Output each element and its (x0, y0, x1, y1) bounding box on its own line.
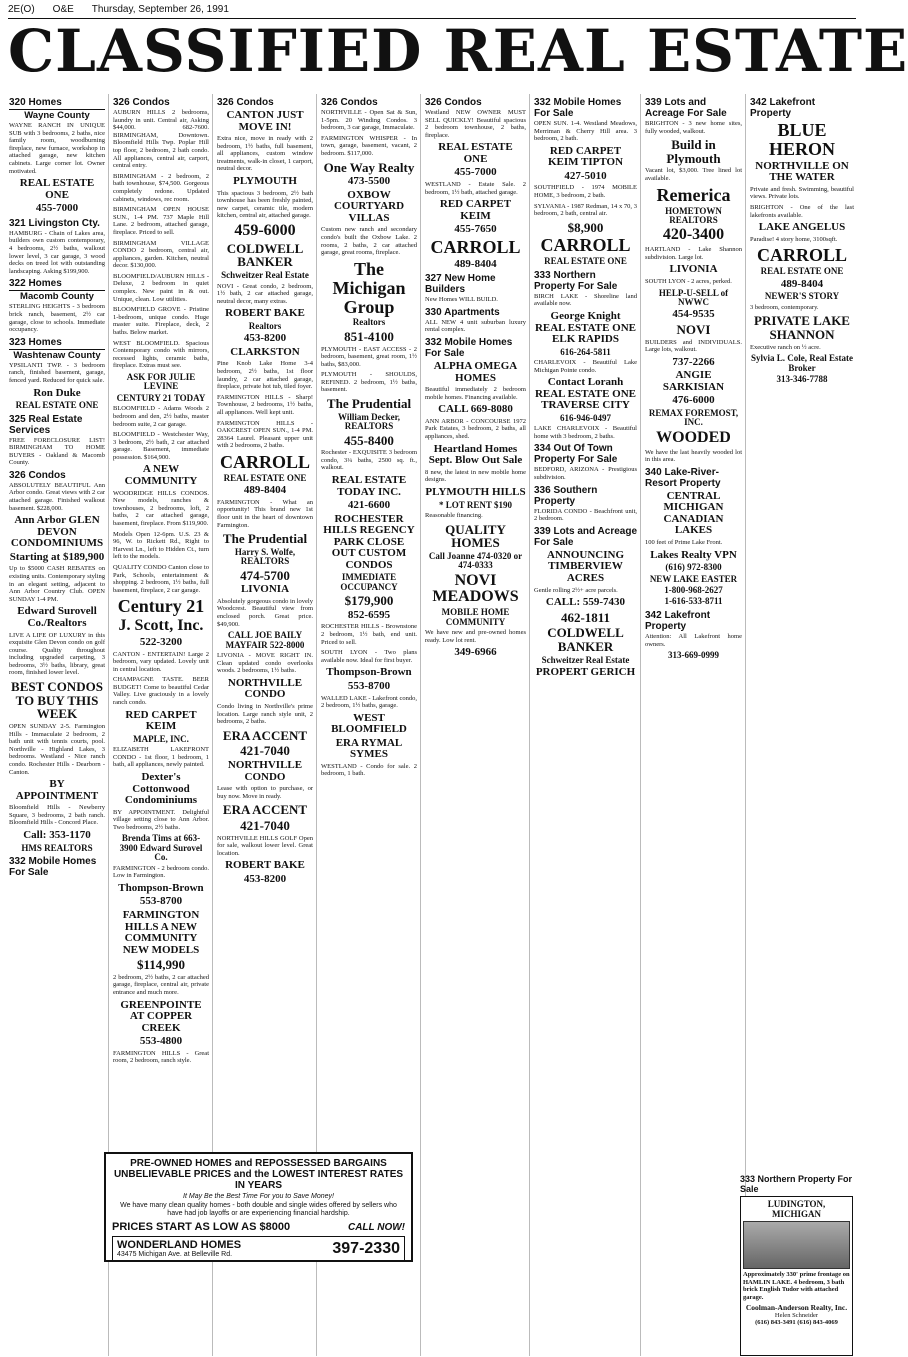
ad-display-line: REAL ESTATE ONE (760, 266, 844, 277)
ad-display-line: Realtors (248, 320, 282, 331)
ad-display-line: One Way Realty (323, 159, 415, 175)
ad-display-line: Build in Plymouth (666, 137, 721, 166)
ad-display-line: A NEW COMMUNITY (124, 463, 198, 488)
ad-display-line: 454-9535 (672, 308, 715, 321)
ad-display-line: NOVI MEADOWS (432, 571, 519, 606)
ad-display-line: 455-7000 (35, 202, 79, 215)
ad-display-line: CALL 669-8080 (438, 403, 513, 416)
ludington-text: Approximately 330' prime frontage on HAMLIN LAKE. 4 bedroom, 3 bath brick English Tudor with attached garage. (743, 1271, 850, 1301)
ad-display-line: ERA ACCENT (222, 802, 308, 818)
ad-display-line: LAKE ANGELUS (758, 221, 846, 234)
subsection-heading: Macomb County (9, 290, 105, 302)
ad-display-line: CARROLL (219, 451, 310, 472)
ad-display-line: Starting at $189,900 (9, 550, 105, 563)
ad-display-line: ROBERT BAKE (225, 307, 305, 320)
ad-display-line: RED CARPET KEIM TIPTON (547, 144, 624, 169)
ad-display-line: FARMINGTON HILLS A NEW COMMUNITY NEW MODELS (122, 909, 200, 956)
ad-display-line: QUALITY HOMES (445, 521, 506, 551)
ad-text: Reasonable financing. (425, 511, 483, 519)
ad-display-line: 553-8700 (347, 679, 391, 692)
ad-display-line: BY APPOINTMENT (15, 778, 99, 802)
ad-text: BIRMINGHAM - 2 bedroom, 2 bath townhouse, $74,500. Gorgeous completely redone. Updated cabinets, windows, rec room. (113, 172, 209, 203)
ad-text: WOODRIDGE HILLS CONDOS. New models, ranches & townhouses, 2 bedrooms, loft, 2 baths, 2 car attached garage, basement, fireplace. From $119,900. (113, 489, 209, 527)
ad-text: HAMBURG - Chain of Lakes area, builders own custom contemporary, 4 bedrooms, 2½ baths, walkout lower level, 3 car garage, 3 wood decks on treed lot with outstanding landscaping. Asking $199,900. (9, 229, 105, 275)
ad-display-line: CALL JOE BAILY MAYFAIR 522-8000 (225, 630, 305, 650)
ad-display-line: 476-6000 (672, 394, 715, 407)
section-heading: 330 Apartments (425, 306, 500, 318)
ad-display-line: GREENPOINTE AT COPPER CREEK (120, 998, 202, 1034)
ad-text: FREE FORECLOSURE LIST! BIRMINGHAM TO HOME BUYERS - Oakland & Macomb County. (9, 436, 105, 467)
ad-display-line: 616-264-5811 (560, 346, 611, 357)
section-heading: 334 Out Of Town Property For Sale (534, 443, 618, 466)
ad-display-line: 453-8200 (243, 872, 287, 885)
ad-text: Lease with option to purchase, or buy now. Move in ready. (217, 785, 313, 800)
column-5 (422, 94, 530, 1356)
ad-display-line: 421-7040 (240, 743, 290, 759)
ad-text: Custom new ranch and secondary condo's built the Oxbow Lake. 2 rooms, 2 baths, 2 car attached garage, great rooms, fireplace. (321, 226, 417, 257)
ad-text: ELIZABETH LAKEFRONT CONDO - 1st floor, 1 bedroom, 1 bath, all appliances, newly painted. (113, 746, 209, 769)
section-heading: 323 Homes (9, 336, 62, 348)
ad-text: Attention: All Lakefront home owners. (645, 632, 742, 648)
ad-text: Executive ranch on ½ acre. (750, 343, 821, 351)
ludington-phone: (616) 843-3491 (616) 843-4069 (755, 1319, 838, 1326)
ad-text: BEDFORD, ARIZONA - Prestigious subdivision. (534, 466, 637, 482)
ad-display-line: 489-8404 (454, 257, 497, 270)
ad-line3: We have many clean quality homes - both double and single wides offered by sellers who have had job layoffs or are experiencing financial hardship. (120, 1202, 397, 1217)
ad-display-line: William Decker, REALTORS (338, 411, 400, 432)
ad-display-line: 453-8200 (243, 332, 287, 345)
ad-text: Bloomfield Hills - Newberry Square, 3 bedrooms, 2 bath ranch. Bloomfield Hills - Concord Place. (9, 804, 105, 827)
ad-text: LAKE CHARLEVOIX - Beautiful home with 3 bedroom, 2 baths. (534, 425, 637, 440)
ad-display-line: RED CARPET KEIM (439, 198, 512, 222)
ad-text: Rochester - EXQUISITE 3 bedroom condo, 3¼ baths, 2500 sq. ft., walkout. (321, 449, 417, 472)
ad-text: LIVE A LIFE OF LUXURY in this exquisite Glen Devon condo on golf course. Quality throughout including upgraded carpeting, 3 bedrooms, 3½ baths, library, great room, finished lower level. (9, 631, 105, 677)
ad-display-line: 313-346-7788 (776, 374, 828, 385)
ad-display-line: PRIVATE LAKE SHANNON (754, 313, 850, 342)
ad-text: This spacious 3 bedroom, 2½ bath townhouse has been freshly painted, new carpet, ceramic tile, modern kitchen, central air, attached garage. (217, 189, 313, 220)
section-heading: 339 Lots and Acreage For Sale (645, 97, 727, 119)
ad-text: LIVONIA - MOVE RIGHT IN. Clean updated condo overlooks woods. 2 bedrooms, 1½ baths. (217, 652, 313, 675)
ad-text: BLOOMFIELD/AUBURN HILLS - Deluxe, 2 bedroom in quiet complex. New paint in & out. Unique, clean. Low utilities. (113, 272, 209, 303)
ad-display-line: Sylvia L. Cole, Real Estate Broker (751, 353, 853, 373)
ad-text: Vacant lot, $3,000. Tree lined lot available. (645, 167, 742, 183)
ad-display-line: CANTON JUST MOVE IN! (226, 109, 304, 133)
ad-text: FARMINGTON - 2 bedroom condo. Low in Farmington. (113, 864, 209, 880)
ad-display-line: The Michigan Group (332, 258, 406, 317)
house-photo (743, 1221, 850, 1269)
ad-display-line: $179,900 (344, 593, 394, 609)
section-heading: 342 Lakefront Property (645, 609, 711, 632)
ludington-contact: Helen Schneider (774, 1312, 819, 1319)
ad-display-line: (616) 972-8300 (665, 562, 722, 573)
paper-name: O&E (52, 4, 74, 15)
ad-display-line: IMMEDIATE OCCUPANCY (340, 572, 398, 592)
ad-display-line: COLDWELL BANKER (547, 625, 624, 654)
ludington-company: Coolman-Anderson Realty, Inc. (745, 1303, 848, 1312)
ad-display-line: 553-8700 (139, 895, 183, 908)
ad-text: BIRCH LAKE - Shoreline land available now. (534, 292, 637, 308)
section-heading: 340 Lake-River-Resort Property (645, 466, 721, 489)
ad-display-line: 489-8404 (243, 484, 287, 497)
ad-text: FARMINGTON HILLS - Sharp! Townhouse, 2 bedrooms, 1½ baths, all appliances. Well kept unit. (217, 393, 313, 416)
ad-text: WAYNE RANCH IN UNIQUE SUB with 3 bedrooms, 2 baths, nice family room, woodburning fireplace, new furnace, workshop in attached garage, new kitchen cabinets. Large corner lot. Owner motivated. (9, 122, 105, 175)
ad-display-line: Lakes Realty VPN (650, 548, 737, 561)
ad-text: We have new and pre-owned homes ready. Low lot rent. (425, 629, 526, 644)
section-heading: 332 Mobile Homes For Sale (425, 337, 513, 360)
ad-display-line: Edward Surovell Co./Realtors (17, 605, 97, 629)
ad-text: BLOOMFIELD - Westchester Way, 3 bedroom, 2½ bath, 2 car attached garage. Basement, immediate possession. $164,900. (113, 431, 209, 461)
ad-text: Extra nice, move in ready with 2 bedroom, 1½ baths, full basement, all appliances, custom window treatments, walk-in closet, 1 carport, neutral decor. (217, 135, 313, 173)
section-heading: 326 Condos (321, 97, 378, 108)
ad-display-line: ANNOUNCING TIMBERVIEW ACRES (547, 548, 624, 584)
column-1 (6, 94, 109, 1356)
ad-text: STERLING HEIGHTS - 3 bedroom brick ranch, basement, 2½ car garage, close to schools. Immediate occupancy. (9, 303, 105, 334)
section-333-heading: 333 Northern Property For Sale (740, 1174, 853, 1194)
ad-text: ABSOLUTELY BEAUTIFUL Ann Arbor condo. Great views with 2 car attached garage. Finished walkout basement. $228,000. (9, 481, 105, 512)
ad-text: Westland NEW OWNER MUST SELL QUICKLY! Beautiful spacious 2 bedroom townhouse, 2 baths, fireplace. (425, 109, 526, 139)
ad-display-line: 462-1811 (560, 609, 611, 625)
ad-text: OPEN SUN. 1-4. Westland Meadows, Merriman & Cherry Hill area. 3 bedroom, 2 bath. (534, 120, 637, 143)
ad-text: Private and fresh. Swimming, beautiful views. Private lots. (750, 185, 854, 201)
ad-phone: 397-2330 (332, 1239, 400, 1257)
subsection-heading: Wayne County (9, 109, 105, 121)
ad-text: FLORIDA CONDO - Beachfront unit, 2 bedroom. (534, 507, 637, 523)
ad-address: 43475 Michigan Ave. at Belleville Rd. (117, 1251, 233, 1258)
ad-display-line: Schweitzer Real Estate (541, 654, 630, 665)
issue-date: Thursday, September 26, 1991 (91, 4, 229, 15)
wonderland-homes-ad (104, 1152, 413, 1262)
ad-display-line: Call Joanne 474-0320 or 474-0333 (428, 550, 523, 571)
ad-display-line: OXBOW COURTYARD VILLAS (333, 188, 405, 224)
ad-display-line: BEST CONDOS TO BUY THIS WEEK (11, 679, 103, 722)
ad-display-line: 851-4100 (344, 328, 394, 344)
ad-display-line: Thompson-Brown (326, 666, 412, 679)
ad-display-line: LIVONIA (669, 263, 718, 276)
ad-display-line: Schweitzer Real Estate (221, 270, 309, 281)
ad-display-line: ROBERT BAKE (225, 859, 305, 872)
ad-text: WALLED LAKE - Lakefront condo, 2 bedroom, 1½ baths, garage. (321, 694, 417, 710)
ad-display-line: ROCHESTER HILLS REGENCY PARK CLOSE OUT CUSTOM CONDOS (323, 512, 415, 571)
ad-display-line: CENTRAL MICHIGAN CANADIAN LAKES (663, 489, 724, 537)
ad-call: CALL NOW! (347, 1221, 405, 1233)
section-heading: 342 Lakefront Property (750, 97, 816, 119)
ad-display-line: 459-6000 (234, 221, 296, 239)
section-heading: 326 Condos (217, 97, 274, 108)
ad-display-line: HELP-U-SELL of NWWC (658, 287, 729, 307)
ad-text: 2 bedroom, 2½ baths, 2 car attached garage, fireplace, central air, private entrance and much more. (113, 973, 209, 997)
ad-text: FARMINGTON - What an opportunity! This brand new 1st floor unit in the heart of downtown Farmington. (217, 498, 313, 529)
column-6 (531, 94, 641, 1356)
ad-display-line: NEWER'S STORY (764, 291, 840, 302)
ad-display-line: 427-5010 (564, 169, 607, 182)
ad-display-line: The Prudential (222, 531, 308, 547)
ad-display-line: CARROLL (540, 235, 631, 256)
ad-display-line: Realtors (352, 317, 386, 328)
ad-text: WESTLAND - Estate Sale. 2 bedroom, 1½ bath, attached garage. (425, 181, 526, 196)
ad-display-line: PLYMOUTH HILLS (425, 485, 526, 498)
ad-display-line: 421-6600 (347, 499, 391, 512)
ad-text: HARTLAND - Lake Shannon subdivision. Large lot. (645, 246, 742, 261)
ad-display-line: 474-5700 (240, 567, 290, 583)
ad-display-line: ANGIE SARKISIAN (662, 369, 725, 393)
ad-display-line: Thompson-Brown (118, 881, 204, 894)
ad-display-line: REAL ESTATE ONE (544, 256, 627, 267)
ad-display-line: NEW LAKE EASTER (649, 573, 738, 584)
ad-text: BIRMINGHAM OPEN HOUSE SUN., 1-4 PM. 737 Maple Hill Lane. 2 bedroom, attached garage, fireplace. Priced to sell. (113, 206, 209, 236)
ad-display-line: NORTHVILLE CONDO (227, 676, 303, 701)
ad-display-line: 1-800-968-2627 (664, 585, 723, 596)
ad-display-line: WEST BLOOMFIELD (331, 711, 407, 736)
section-heading: 326 Condos (9, 469, 66, 481)
ad-text: We have the last heavily wooded lot in this area. (645, 448, 742, 464)
ad-company: WONDERLAND HOMES (117, 1239, 242, 1251)
ad-display-line: COLDWELL BANKER (226, 240, 304, 270)
ad-text: CHAMPAGNE TASTE. BEER BUDGET! Come to beautiful Cedar Valley. Live graciously in a lovely ranch condo. (113, 676, 209, 707)
section-heading: 322 Homes (9, 278, 62, 290)
ad-text: PLYMOUTH - SHOULDS, REFINED. 2 bedroom, 1½ baths, basement. (321, 371, 417, 394)
ad-text: BUILDERS and INDIVIDUALS. Large lots, walkout. (645, 338, 742, 354)
ad-text: NORTHVILLE - Open Sat & Sun, 1-5pm. 20 Winding Condos. 3 bedroom, 3 car garage, Immaculate. (321, 109, 417, 132)
ad-text: CANTON - ENTERTAIN! Large 2 bedroom, vary updated. Lovely unit in central location. (113, 650, 209, 673)
ad-text: BLOOMFIELD - Adams Woods 2 bedroom and den, 2½ baths, master bedroom suite, 2 car garage. (113, 405, 209, 428)
ad-text: ROCHESTER HILLS - Brownstone 2 bedroom, 1½ bath, end unit. Priced to sell. (321, 623, 417, 646)
section-heading: 326 Condos (113, 97, 170, 108)
ad-text: OPEN SUNDAY 2-5. Farmington Hills - Immaculate 2 bedroom, 2 bath unit with tennis courts, pool. Northville - Highland Lakes, 3 bedrooms. Westland - Nice ranch condo. Rochester Hills - Dearborn - Canton. (9, 722, 105, 776)
ad-display-line: $8,900 (567, 219, 604, 235)
ad-text: FARMINGTON HILLS - Great room, 2 bedroom, ranch style. (113, 1049, 209, 1065)
ad-display-line: Brenda Tims at 663-3900 Edward Surovel Co. (119, 833, 203, 863)
ad-text: 3 bedroom, contemporary. (750, 303, 819, 311)
ad-display-line: NORTHVILLE ON THE WATER (755, 159, 849, 184)
ad-text: BIRMINGHAM VILLAGE CONDO 2 bedroom, central air, appliances, garden. Kitchen, neutral decor. $130,000. (113, 239, 209, 270)
ad-text: SYLVANIA - 1987 Redman, 14 x 70, 3 bedroom, 2 bath, central air. (534, 202, 637, 218)
ad-text: Pine Knob Lake Home 3-4 bedroom, 2½ baths, 1st floor laundry, 2 car attached garage, fireplace, private hot tub, tiled foyer. (217, 360, 313, 391)
section-heading: 333 Northern Property For Sale (534, 269, 618, 292)
ad-display-line: 349-6966 (454, 646, 497, 659)
section-heading: 327 New Home Builders (425, 273, 496, 296)
ad-display-line: George Knight REAL ESTATE ONE ELK RAPIDS (534, 309, 637, 346)
ad-text: 100 feet of Prime Lake Front. (645, 539, 723, 547)
ad-display-line: Ron Duke (33, 386, 81, 399)
ad-display-line: PLYMOUTH (233, 175, 297, 188)
ad-text: NOVI - Great condo, 2 bedroom, 1½ bath, 2 car attached garage, neutral decor, many extras. (217, 282, 313, 305)
ad-display-line: Century 21 (117, 596, 205, 617)
ad-display-line: CARROLL (756, 245, 847, 266)
ad-text: WESTLAND - Condo for sale. 2 bedroom, 1 bath. (321, 762, 417, 778)
ad-display-line: 455-7000 (454, 166, 497, 179)
ad-display-line: REAL ESTATE ONE (19, 177, 95, 201)
ad-display-line: HOMETOWN REALTORS (665, 205, 722, 225)
ad-text: NORTHVILLE HILLS GOLF Open for sale, walkout lower level. Great location. (217, 834, 313, 857)
ad-display-line: 553-4800 (139, 1035, 183, 1048)
ad-display-line: REAL ESTATE ONE (15, 400, 99, 411)
page-number: 2E(O) (8, 4, 35, 15)
ad-text: Beautiful immediately 2 bedroom mobile homes. Financing available. (425, 386, 526, 401)
ad-display-line: WOODED (656, 428, 731, 446)
ad-display-line: 313-669-0999 (668, 650, 719, 661)
column-7 (642, 94, 746, 1356)
ad-display-line: Contact Loranh REAL ESTATE ONE TRAVERSE CITY (534, 376, 637, 412)
ad-display-line: MOBILE HOME COMMUNITY (441, 607, 510, 627)
ad-display-line: CLARKSTON (230, 345, 300, 358)
ad-text: Absolutely gorgeous condo in lovely Woodcrest. Beautiful view from enclosed porch. Great price. $49,900. (217, 597, 313, 628)
ad-display-line: HMS REALTORS (21, 842, 93, 853)
ad-display-line: The Prudential (326, 396, 412, 412)
ad-text: QUALITY CONDO Canton close to Park, Schools, entertainment & shopping. 2 bedroom, 1½ baths, full basement, fireplace, 2 car garage. (113, 563, 209, 594)
ad-text: PLYMOUTH - EAST ACCESS - 2 bedroom, basement, great room, 1½ baths, $83,000. (321, 345, 417, 368)
ad-display-line: 852-6595 (347, 608, 391, 621)
ad-text: Paradise! 4 story home, 3100sqft. (750, 235, 838, 243)
ad-display-line: Remerica (656, 184, 731, 205)
ad-display-line: Dexter's Cottonwood Condominiums (124, 770, 198, 807)
ludington-title: LUDINGTON, MICHIGAN (767, 1199, 826, 1219)
ad-text: ALL NEW 4 unit suburban luxury rental complex. (425, 318, 526, 334)
ad-display-line: ERA ACCENT (222, 727, 308, 743)
ad-text: BLOOMFIELD GROVE - Pristine 1-bedroom, unique condo. Huge master suite. Fireplace, deck, 2 baths. Below market. (113, 306, 209, 337)
ad-display-line: REAL ESTATE ONE (223, 472, 307, 483)
ad-display-line: 522-3200 (139, 635, 183, 648)
ad-display-line: 420-3400 (662, 226, 725, 244)
ad-text: WEST BLOOMFIELD. Spacious Contemporary condo with mirrors, recessed lights, ceramic baths, fireplace. Extras must see. (113, 339, 209, 370)
ad-text: Condo living in Northville's prime location. Large ranch style unit, 2 bedrooms, 2 baths. (217, 702, 313, 726)
ad-display-line: * LOT RENT $190 (439, 499, 512, 510)
ad-display-line: BLUE HERON (768, 120, 835, 159)
ludington-ad (740, 1196, 853, 1356)
section-heading: 332 Mobile Homes For Sale (9, 856, 97, 878)
ad-display-line: 455-7650 (454, 223, 497, 236)
ad-display-line: ERA RYMAL SYMES (335, 736, 403, 761)
ad-text: 8 new, the latest in new mobile home designs. (425, 468, 526, 484)
ad-display-line: REMAX FOREMOST, INC. (648, 407, 739, 428)
ad-display-line: 421-7040 (240, 817, 290, 833)
page-title: CLASSIFIED REAL ESTATE (8, 17, 908, 85)
ad-text: BRIGHTON - 3 new home sites, fully wooded, walkout. (645, 120, 742, 135)
ad-text: SOUTH LYON - Two plans available now. Ideal for first buyer. (321, 649, 417, 664)
ad-display-line: NOVI (676, 321, 711, 337)
ad-display-line: 489-8404 (780, 277, 824, 290)
ad-text: Gentle rolling 2½+ acre parcels. (534, 586, 618, 594)
ad-display-line: 616-946-0497 (560, 412, 611, 423)
ad-display-line: CALL: 559-7430 (545, 596, 626, 609)
ad-display-line: REAL ESTATE TODAY INC. (331, 474, 407, 498)
ad-text: YPSILANTI TWP. - 3 bedroom ranch, finished basement, garage, fenced yard. Reduced for quick sale. (9, 361, 105, 384)
ad-text: BRIGHTON - One of the last lakefronts available. (750, 204, 854, 219)
ad-text: SOUTHFIELD - 1974 MOBILE HOME, 3 bedroom, 2 bath. (534, 184, 637, 200)
ad-text: Models Open 12-6pm. U.S. 23 & 96, W. to Rickett Rd., Right to Harvest Ln., left to Hidden Ct., turn left to the models. (113, 530, 209, 561)
ad-display-line: CENTURY 21 TODAY (116, 392, 206, 403)
ad-display-line: Call: 353-1170 (23, 829, 91, 842)
ad-text: FARMINGTON WHISPER - In town, garage, basement, vacant, 2 bedroom. $117,000. (321, 134, 417, 157)
ad-text: ANN ARBOR - CONCOURSE 1972 Park Estates, 3 bedroom, 2 baths, all appliances, shed. (425, 417, 526, 441)
section-heading: 325 Real Estate Services (9, 413, 83, 436)
ad-prices: PRICES START AS LOW AS $8000 (112, 1221, 291, 1233)
section-heading: 320 Homes (9, 97, 62, 108)
column-8 (747, 94, 857, 1356)
ad-text: CHARLEVOIX - Beautiful Lake Michigan Pointe condo. (534, 359, 637, 374)
ad-display-line: $114,990 (136, 957, 186, 973)
ad-display-line: MAPLE, INC. (133, 733, 189, 744)
ad-display-line: 455-8400 (344, 432, 394, 448)
ad-display-line: 473-5500 (347, 175, 391, 188)
ad-display-line: Heartland Homes Sept. Blow Out Sale (428, 442, 523, 467)
ad-text: New Homes WILL BUILD. (425, 296, 498, 304)
ad-text: Up to $5000 CASH REBATES on existing units. Contemporary styling in an elegant setting, adjacent to Ann Arbor Country Club. OPEN SUNDAY 1-4 PM. (9, 565, 105, 603)
ad-text: AUBURN HILLS 2 bedrooms, laundry in unit. Central air, Asking $44,000. 682-7600. BIRMINGHAM, Downtown. Bloomfield Hills Twp. Poplar Hill top floor, 2 bedroom, 2 bath condo. All appliances, central air, carport, central entry. (113, 109, 209, 170)
subsection-heading: Washtenaw County (9, 349, 105, 361)
section-heading: 321 Livingston Cty. (9, 217, 100, 229)
ad-line2: It May Be the Best Time For you to Save Money! (183, 1193, 334, 1200)
ad-text: SOUTH LYON - 2 acres, perked. (645, 277, 732, 285)
ad-display-line: ASK FOR JULIE LEVINE (126, 372, 196, 392)
section-heading: 326 Condos (425, 97, 482, 108)
ad-display-line: J. Scott, Inc. (118, 617, 204, 635)
ad-display-line: 1-616-533-8711 (664, 596, 723, 607)
ad-display-line: 737-2266 (672, 355, 715, 368)
ad-display-line: REAL ESTATE ONE (438, 141, 513, 165)
ad-text: BY APPOINTMENT. Delightful village setting close to Ann Arbor. Two bedrooms, 2½ baths. (113, 808, 209, 831)
ad-display-line: PROPERT GERICH (535, 666, 636, 678)
section-heading: 339 Lots and Acreage For Sale (534, 525, 638, 548)
ad-headline: PRE-OWNED HOMES and REPOSSESSED BARGAINS UNBELIEVABLE PRICES and the LOWEST INTEREST RATES IN YEARS (113, 1158, 404, 1191)
ad-display-line: CARROLL (430, 236, 521, 257)
ad-display-line: ALPHA OMEGA HOMES (433, 360, 518, 384)
ad-display-line: LIVONIA (240, 583, 290, 596)
section-heading: 332 Mobile Homes For Sale (534, 97, 622, 119)
ad-display-line: NORTHVILLE CONDO (227, 759, 303, 783)
ad-display-line: RED CARPET KEIM (125, 708, 197, 733)
ad-display-line: Harry S. Wolfe, REALTORS (234, 546, 296, 567)
section-heading: 336 Southern Property (534, 484, 598, 507)
ad-text: FARMINGTON HILLS - OAKCREST OPEN SUN., 1-4 PM. 28364 Laurel. Pleasant upper unit with 2 bedrooms, 2 baths. (217, 419, 313, 450)
ad-display-line: Ann Arbor GLEN DEVON CONDOMINIUMS (10, 514, 104, 550)
